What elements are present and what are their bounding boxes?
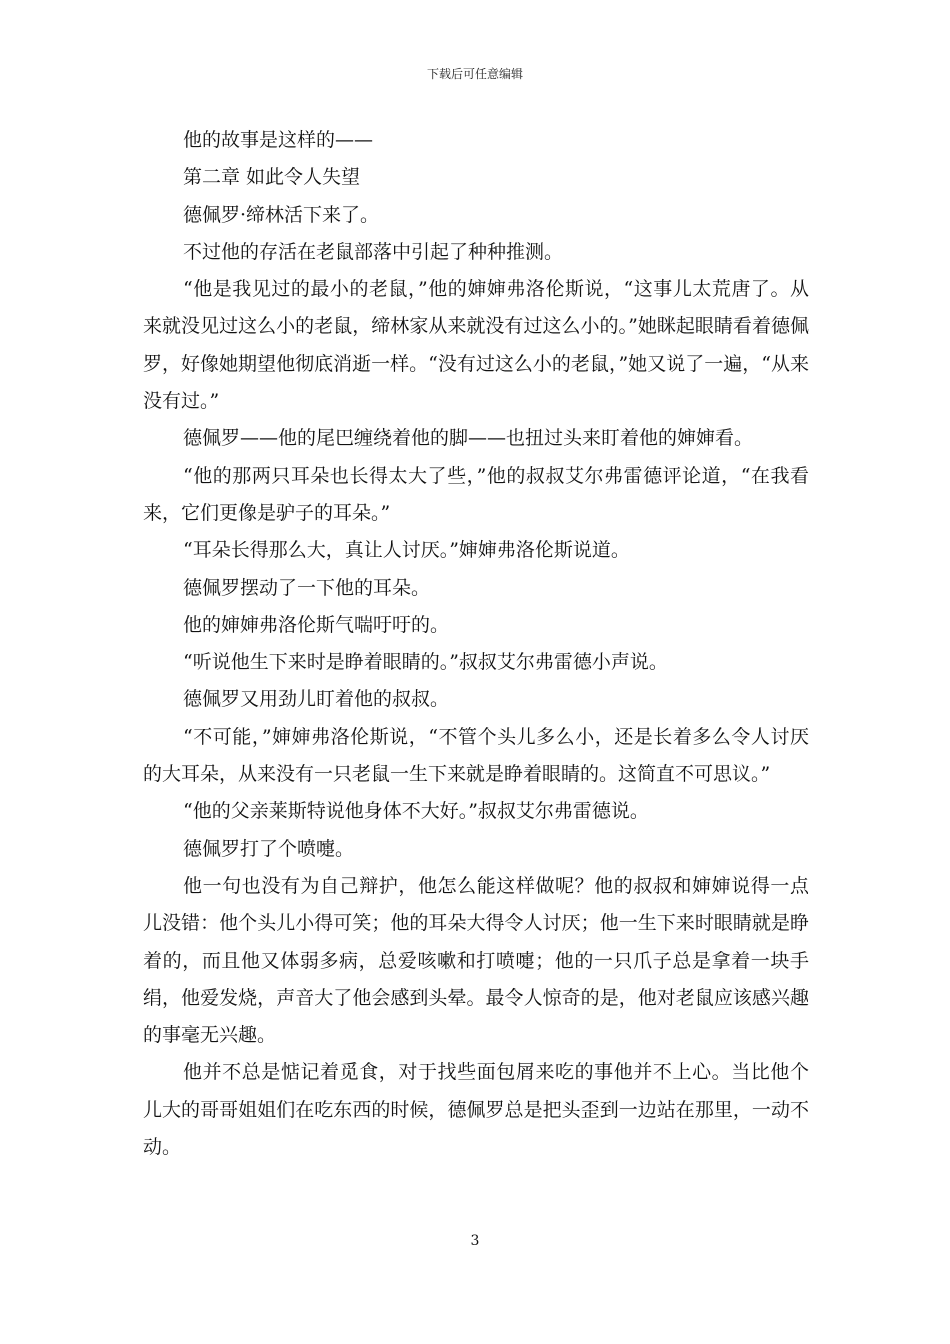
paragraph: 德佩罗——他的尾巴缠绕着他的脚——也扭过头来盯着他的婶婶看。 — [183, 427, 754, 450]
chapter-heading: 第二章 如此令人失望 — [183, 166, 361, 189]
paragraph: 德佩罗·缔林活下来了。 — [183, 203, 380, 226]
page-number: 3 — [470, 1233, 480, 1249]
paragraph: 他并不总是惦记着觅食，对于找些面包屑来吃的事他并不上心。当比他个儿大的哥哥姐姐们在吃东西的时候，德佩罗总是把头歪到一边站在那里，一动不动。 — [143, 1061, 809, 1159]
paragraph: “耳朵长得那么大，真让人讨厌。”婶婶弗洛伦斯说道。 — [183, 539, 630, 562]
paragraph: “不可能，”婶婶弗洛伦斯说，“不管个头儿多么小，还是长着多么令人讨厌的大耳朵，从来没有一只老鼠一生下来就是睁着眼睛的。这简直不可思议。” — [143, 725, 809, 786]
paragraph: “他的父亲莱斯特说他身体不大好。”叔叔艾尔弗雷德说。 — [183, 800, 649, 823]
paragraph: 他的婶婶弗洛伦斯气喘吁吁的。 — [183, 613, 450, 636]
paragraph: 他的故事是这样的—— — [183, 129, 374, 151]
page-header: 下载后可任意编辑 — [426, 67, 523, 81]
paragraph: 德佩罗摆动了一下他的耳朵。 — [183, 576, 431, 599]
paragraph: 德佩罗又用劲儿盯着他的叔叔。 — [183, 688, 450, 711]
document-body — [143, 122, 809, 1166]
paragraph: “他是我见过的最小的老鼠，”他的婶婶弗洛伦斯说，“这事儿太荒唐了。从来就没见过这么小的老鼠，缔林家从来就没有过这么小的。”她眯起眼睛看着德佩罗，好像她期望他彻底消逝一样。“没有过这么小的老鼠，”她又说了一遍，“从来没有过。” — [143, 278, 809, 413]
paragraph: “听说他生下来时是睁着眼睛的。”叔叔艾尔弗雷德小声说。 — [183, 651, 668, 674]
paragraph: “他的那两只耳朵也长得太大了些，”他的叔叔艾尔弗雷德评论道，“在我看来，它们更像是驴子的耳朵。” — [143, 464, 809, 524]
paragraph: 他一句也没有为自己辩护，他怎么能这样做呢？他的叔叔和婶婶说得一点儿没错：他个头儿小得可笑；他的耳朵大得令人讨厌；他一生下来时眼睛就是睁着的，而且他又体弱多病，总爱咳嗽和打喷嚏；他的一只爪子总是拿着一块手绢，他爱发烧，声音大了他会感到头晕。最令人惊奇的是，他对老鼠应该感兴趣的事毫无兴趣。 — [143, 874, 809, 1047]
paragraph: 不过他的存活在老鼠部落中引起了种种推测。 — [183, 240, 564, 263]
paragraph: 德佩罗打了个喷嚏。 — [183, 837, 355, 860]
